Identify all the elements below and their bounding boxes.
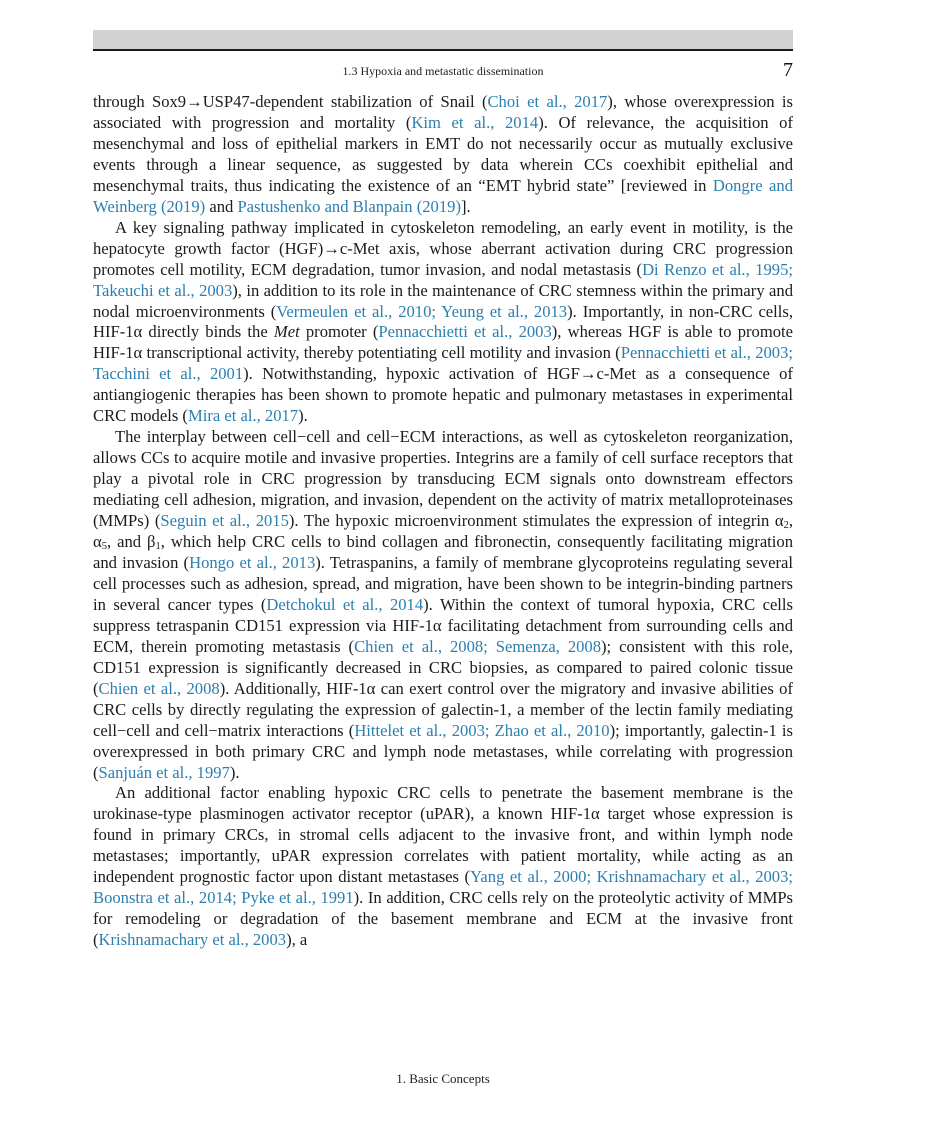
text-run: ), a [286, 930, 308, 950]
body-text [93, 92, 793, 951]
page-number: 7 [783, 59, 793, 81]
paragraph [93, 92, 793, 218]
citation-link[interactable]: Mira et al., 2017 [187, 406, 299, 426]
citation-link[interactable]: Kim et al., 2014 [411, 112, 539, 132]
text-run: promoter ( [299, 322, 379, 342]
paragraph [93, 783, 793, 951]
text-run: ); importantly, galectin-1 is overexpressed in both primary CRC and lymph node metastases, while correlating with progression ( [93, 720, 793, 782]
footer-label: 1. Basic Concepts [396, 1071, 490, 1086]
citation-link[interactable]: Dongre and Weinberg (2019) [93, 175, 793, 216]
citation-link[interactable]: Pennacchietti et al., 2003 [378, 322, 552, 342]
text-run: ). Notwithstanding, hypoxic activation of HGF→c-Met as a consequence of antiangiogenic therapies has been shown to promote hepatic and pulmonary metastases in experimental CRC models ( [93, 364, 793, 426]
text-run: ). Within the context of tumoral hypoxia, CRC cells suppress tetraspanin CD151 expression via HIF-1α facilitating detachment from surrounding cells and ECM, therein promoting metastasis ( [93, 594, 793, 656]
text-run: The interplay between cell−cell and cell−ECM interactions, as well as cytoskeleton reorganization, allows CCs to acquire motile and invasive properties. Integrins are a family of cell surface receptors that play a pivotal role in CRC progression by transducing ECM signals onto downstream effectors mediating cell adhesion, migration, and invasion, dependent on the activity of matrix metalloproteinases (MMPs) ( [93, 427, 793, 531]
header-rule [93, 30, 793, 51]
text-run: ); consistent with this role, CD151 expression is significantly decreased in CRC biopsies, as compared to paired colonic tissue ( [93, 636, 793, 698]
text-run: A key signaling pathway implicated in cytoskeleton remodeling, an early event in motility, is the hepatocyte growth factor (HGF)→c-Met axis, whose aberrant activation during CRC progression promotes cell motility, ECM degradation, tumor invasion, and nodal metastasis ( [93, 217, 793, 279]
text-run: ). Additionally, HIF-1α can exert control over the migratory and invasive abilities of CRC cells by directly regulating the expression of galectin-1, a member of the lectin family mediating cell−cell and cell−matrix interactions ( [93, 678, 793, 740]
citation-link[interactable]: Hittelet et al., 2003; Zhao et al., 2010 [354, 720, 610, 740]
text-run: ). Tetraspanins, a family of membrane glycoproteins regulating several cell processes such as adhesion, spread, and migration, have been shown to be integrin-binding partners in several cancer types ( [93, 552, 793, 614]
citation-link[interactable]: Hongo et al., 2013 [189, 552, 316, 572]
text-run: ). Of relevance, the acquisition of mesenchymal and loss of epithelial markers in EMT do not necessarily occur as mutually exclusive events through a linear sequence, as suggested by data wherein CCs coexhibit epithelial and mesenchymal traits, thus indicating the existence of an “EMT hybrid state” [reviewed in [93, 112, 793, 195]
text-run: , which help CRC cells to bind collagen and fibronectin, consequently facilitating migration and invasion ( [93, 532, 793, 572]
text-run: ). [298, 406, 308, 426]
italic-term: Met [273, 322, 300, 342]
subscript: 5 [101, 541, 107, 553]
citation-link[interactable]: Vermeulen et al., 2010; Yeung et al., 2013 [276, 301, 568, 321]
text-run: ]. [460, 196, 471, 216]
citation-link[interactable]: Pastushenko and Blanpain (2019) [237, 196, 461, 216]
text-run: and [205, 196, 238, 216]
text-run: ), in addition to its role in the maintenance of CRC stemness within the primary and nodal microenvironments ( [93, 280, 793, 321]
subscript: 1 [155, 541, 161, 553]
subscript: 2 [783, 520, 789, 532]
text-run: through Sox9→USP47-dependent stabilization of Snail ( [93, 92, 488, 111]
text-run: ). [229, 762, 240, 782]
citation-link[interactable]: Sanjuán et al., 1997 [98, 762, 230, 782]
paragraph [93, 218, 793, 428]
citation-link[interactable]: Chien et al., 2008 [98, 678, 220, 698]
text-run: An additional factor enabling hypoxic CRC cells to penetrate the basement membrane is the urokinase-type plasminogen activator receptor (uPAR), a known HIF-1α target whose expression is found in primary CRCs, in stromal cells adjacent to the invasive front, and within lymph node metastases; importantly, uPAR expression correlates with patient mortality, while acting as an independent prognostic factor upon distant metastases ( [93, 783, 793, 887]
citation-link[interactable]: Seguin et al., 2015 [160, 511, 289, 531]
text-run: , and β [106, 532, 156, 552]
citation-link[interactable]: Yang et al., 2000; Krishnamachary et al., 2003; Boonstra et al., 2014; Pyke et al., 1991 [93, 867, 793, 908]
citation-link[interactable]: Di Renzo et al., 1995; Takeuchi et al., 2003 [93, 259, 794, 300]
text-run: ). The hypoxic microenvironment stimulates the expression of integrin α [288, 511, 784, 531]
citation-link[interactable]: Krishnamachary et al., 2003 [98, 930, 287, 950]
text-run: ). Importantly, in non-CRC cells, HIF-1α directly binds the [93, 301, 793, 342]
paragraph [93, 427, 793, 783]
running-title: 1.3 Hypoxia and metastatic dissemination [342, 64, 544, 78]
citation-link[interactable]: Pennacchietti et al., 2003; Tacchini et al., 2001 [93, 343, 793, 384]
citation-link[interactable]: Detchokul et al., 2014 [266, 594, 424, 614]
citation-link[interactable]: Choi et al., 2017 [487, 92, 608, 111]
text-run: ), whose overexpression is associated with progression and mortality ( [93, 92, 793, 132]
text-run: ), whereas HGF is able to promote HIF-1α transcriptional activity, thereby potentiating cell motility and invasion ( [93, 322, 793, 363]
text-run: ). In addition, CRC cells rely on the proteolytic activity of MMPs for remodeling or degradation of the basement membrane and ECM at the invasive front ( [93, 888, 794, 950]
text-run: , α [93, 511, 794, 552]
running-head [93, 59, 793, 82]
citation-link[interactable]: Chien et al., 2008; Semenza, 2008 [354, 636, 602, 656]
